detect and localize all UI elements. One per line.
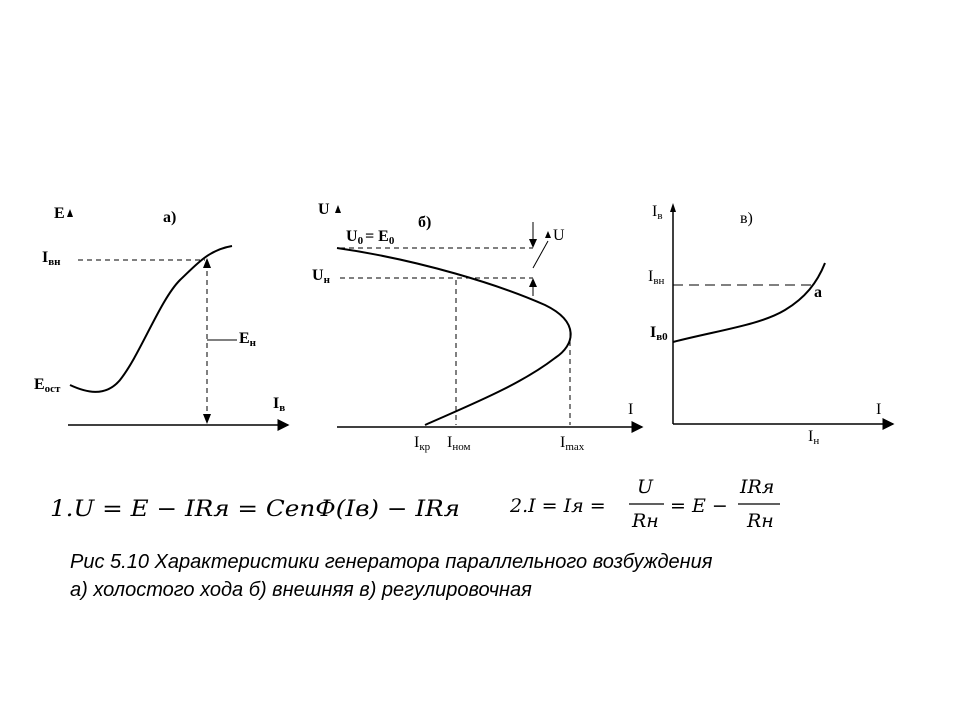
equation-2-prefix: 2.I = Iя = <box>510 495 606 517</box>
panel-a-y-arrow <box>67 209 73 217</box>
panel-b-du-label: U <box>553 227 565 244</box>
panel-a-axis-y-label: E <box>54 205 65 222</box>
equation-2-den2: Rн <box>747 510 774 532</box>
panel-b-ikr-label: Iкр <box>414 434 431 453</box>
panel-a-axis-x-label: Iв <box>273 395 286 414</box>
equation-2-mid: = E − <box>670 495 728 517</box>
panel-c-axis-x-label: I <box>876 401 882 418</box>
panel-b-axis-x-label: I <box>628 401 634 418</box>
panel-c-ivn-label: Iвн <box>648 268 665 287</box>
figure-caption <box>70 548 890 604</box>
panel-b-y-arrow <box>335 205 341 213</box>
panel-c <box>648 203 893 447</box>
panel-b-axis-y-label: U <box>318 201 330 218</box>
panel-c-title: в) <box>740 210 753 227</box>
panel-a <box>34 205 288 425</box>
panel-b-un-label: Uн <box>312 267 330 286</box>
panel-b-u0-label: U0 = E0 <box>346 228 395 247</box>
panel-c-axis-y-label: Iв <box>652 203 663 222</box>
panel-c-point-a-label: а <box>814 284 822 301</box>
panel-b-du-leader-arrow <box>545 231 551 238</box>
panel-b-imax-label: Imax <box>560 434 585 453</box>
panel-b-curve <box>337 248 571 425</box>
panel-c-curve <box>673 263 825 342</box>
panel-c-y-arrow <box>670 203 676 212</box>
equation-2-num1: U <box>637 476 654 498</box>
panel-b-title: б) <box>418 214 432 231</box>
panel-b-du-leader <box>533 241 548 268</box>
equation-1: 1.U = E − IRя = CenФ(Iв) − IRя <box>50 497 460 522</box>
panel-b-inom-label: Iном <box>447 434 471 453</box>
panel-b-du-arrow-down <box>529 239 537 248</box>
panel-a-eost-label: Eост <box>34 376 61 395</box>
panel-b-du-arrow-up <box>529 278 537 287</box>
equation-2 <box>509 476 780 532</box>
panel-a-title: а) <box>163 209 177 226</box>
panel-b <box>312 201 642 453</box>
equation-2-num2: IRя <box>740 476 775 498</box>
panel-a-en-arrow-down <box>203 414 211 424</box>
panel-a-en-label: Eн <box>239 330 257 349</box>
panel-c-in-label: Iн <box>808 428 820 447</box>
equation-2-den1: Rн <box>632 510 659 532</box>
caption-line-1: Рис 5.10 Характеристики генератора параллельного возбуждения <box>70 551 713 573</box>
panel-c-iv0-label: Iв0 <box>650 324 668 343</box>
caption-line-2: а) холостого хода б) внешняя в) регулировочная <box>70 579 532 601</box>
panel-a-ivn-label: Iвн <box>42 249 61 268</box>
